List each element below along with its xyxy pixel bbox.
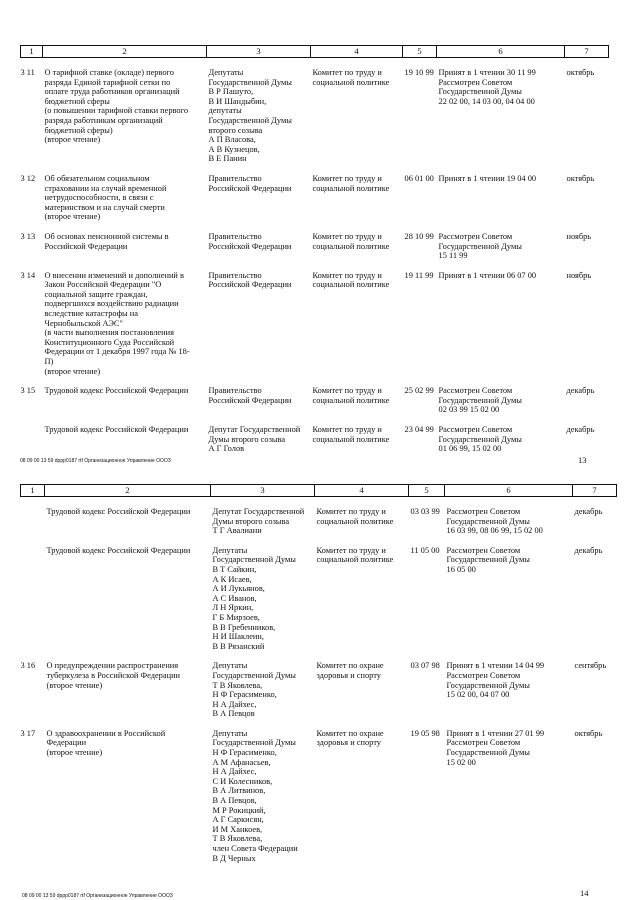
bill-status: Рассмотрен Советом Государственной Думы 16 03 99, 08 06 99, 15 02 00 [446,507,543,536]
responsible-committee: Комитет по труду и социальной политике [312,425,390,444]
bill-status: Рассмотрен Советом Государственной Думы 01 06 99, 15 02 00 [438,425,522,454]
submission-date: 03 03 99 [410,507,440,516]
bill-author: Депутат Государственной Думы второго созыва А Г Голов [208,425,301,454]
column-header: 5 [403,46,437,58]
bill-status: Принят в 1 чтении 14 04 99 Рассмотрен Советом Государственной Думы 15 02 00, 04 07 00 [446,661,545,700]
responsible-committee: Комитет по труду и социальной политике [312,386,390,405]
bill-title: О внесении изменений и дополнений в Закон Российской Федерации "О социальной защите граждан, подвергшихся воздействию радиации вследствие катастрофы на Чернобыльской АЭС" (в части выполнения постановления Конституционного Суда Российской Федерации от 1 декабря 1997 года № 18- П) (второе чтение) [44,270,190,376]
planned-month: декабрь [574,507,603,516]
bill-author: Депутаты Государственной Думы В Р Пашуто, В И Шандыбин, депутаты Государственной Думы второго созыва А П Власова, А В Кузнецов, В Е Панин [208,68,292,164]
bill-author: Правительство Российской Федерации [208,231,292,251]
planned-month: декабрь [566,425,595,434]
planned-month: октябрь [574,728,603,738]
table-header-row [21,485,617,497]
column-header: 1 [21,46,43,58]
submission-date: 23 04 99 [404,425,434,434]
page-number: 14 [580,888,589,898]
responsible-committee: Комитет по труду и социальной политике [316,545,394,565]
row-number [21,546,45,652]
table-row [21,271,609,377]
responsible-committee: Комитет по труду и социальной политике [312,270,390,290]
bill-status: Принят в 1 чтении 19 04 00 [438,173,537,183]
bill-title: О тарифной ставке (окладе) первого разряда Единой тарифной сетки по оплате труда работников организаций бюджетной сферы (о повышении тарифной ставки первого разряда работникам организаций бюджетной сферы) (второе чтение) [44,68,189,145]
table-row [21,661,617,719]
column-header: 7 [565,46,609,58]
planned-month: ноябрь [566,231,592,241]
row-number: 3 16 [20,661,36,671]
column-header: 4 [315,485,409,497]
submission-date: 19 11 99 [404,270,434,280]
table-row [21,546,617,652]
column-header: 3 [207,46,311,58]
column-header: 3 [211,485,315,497]
bill-author: Депутаты Государственной Думы В Т Сайкин, А К Исаев, А И Лукьянов, А С Иванов, Л Н Яркин, Г Б Мирзоев, В В Гребенников, Н И Шаклеин, В В Рязанский [212,545,296,651]
submission-date: 19 10 99 [404,68,434,77]
bill-title: Об основах пенсионной системы в Российской Федерации [44,231,169,251]
bill-title: Трудовой кодекс Российской Федерации [46,545,191,555]
bill-author: Депутаты Государственной Думы Н Ф Герасименко, А М Афанасьев, Н А Дайхес, С И Колесников, В А Литвинов, В А Певцов, М Р Рокицкий, А Г Саркисян, И М Ханкоев, Т В Яковлева, член Совета Федерации В Д Черных [212,728,298,863]
submission-date: 11 05 00 [410,545,440,555]
table-row [21,174,609,222]
bill-status: Принят в 1 чтении 06 07 00 [438,270,537,280]
bill-title: О предупреждении распространения туберкулеза в Российской Федерации (второе чтение) [46,661,181,690]
row-number: 3 12 [20,173,36,183]
planned-month: декабрь [574,545,603,555]
planned-month: ноябрь [566,270,592,280]
bill-status: Рассмотрен Советом Государственной Думы 15 11 99 [438,231,522,261]
table-row [21,232,609,261]
page-footer: 08 09 00 13 59 dppp0187 rtf Организационное Управление ОООЗ [20,458,171,464]
submission-date: 06 01 00 [404,173,434,183]
column-header: 1 [21,485,45,497]
submission-date: 19 05 98 [410,728,440,738]
table-row [21,68,609,164]
bill-status: Принят в 1 чтении 27 01 99 Рассмотрен Советом Государственной Думы 15 02 00 [446,728,545,767]
bill-status: Рассмотрен Советом Государственной Думы 16 05 00 [446,545,530,574]
table-row [21,507,617,536]
bill-author: Депутаты Государственной Думы Т В Яковлева, Н Ф Герасименко, Н А Дайхес, В А Певцов [212,661,296,719]
page-number: 13 [578,455,587,465]
table-row [21,386,609,415]
responsible-committee: Комитет по труду и социальной политике [312,173,390,193]
row-number: 3 15 [20,386,36,396]
bill-status: Принят в 1 чтении 30 11 99 Рассмотрен Советом Государственной Думы 22 02 00, 14 03 00, 04 04 00 [438,68,536,106]
row-number: 3 11 [20,68,35,77]
responsible-committee: Комитет по труду и социальной политике [312,231,390,251]
responsible-committee: Комитет по труду и социальной политике [316,507,394,526]
table-header-row [21,46,609,58]
row-number: 3 13 [20,231,36,241]
planned-month: сентябрь [574,661,607,671]
responsible-committee: Комитет по охране здоровья и спорту [316,661,384,680]
page-footer: 08 09 00 13 59 dppp0187 rtf Организационное Управление ОООЗ [22,893,173,899]
planned-month: декабрь [566,386,595,396]
responsible-committee: Комитет по труду и социальной политике [312,68,390,87]
column-header: 4 [311,46,403,58]
responsible-committee: Комитет по охране здоровья и спорту [316,728,384,748]
column-header: 7 [573,485,617,497]
bills-table-page-2 [20,484,617,873]
row-number [21,425,43,454]
row-number: 3 17 [20,728,36,738]
column-header: 5 [409,485,445,497]
submission-date: 28 10 99 [404,231,434,241]
bill-title: Об обязательном социальном страховании на случай временной нетрудоспособности, в связи с материнством и на случай смерти (второе чтение) [44,173,167,222]
row-number [21,507,45,536]
bill-author: Правительство Российской Федерации [208,173,292,193]
bill-title: О здравоохранении в Российской Федерации (второе чтение) [46,728,166,758]
bill-author: Правительство Российской Федерации [208,270,292,290]
bill-author: Депутат Государственной Думы второго созыва Т Г Авалиани [212,507,305,536]
bill-title: Трудовой кодекс Российской Федерации [44,425,189,434]
row-number: 3 14 [20,270,36,280]
column-header: 6 [445,485,573,497]
planned-month: октябрь [566,173,595,183]
planned-month: октябрь [566,68,595,77]
table-row [21,729,617,863]
bill-title: Трудовой кодекс Российской Федерации [44,386,189,396]
submission-date: 25 02 99 [404,386,434,396]
bill-title: Трудовой кодекс Российской Федерации [46,507,191,516]
submission-date: 03 07 98 [410,661,440,671]
bill-status: Рассмотрен Советом Государственной Думы 02 03 99 15 02 00 [438,386,522,415]
column-header: 2 [45,485,211,497]
table-row [21,425,609,454]
column-header: 2 [43,46,207,58]
bills-table-page-1 [20,45,609,464]
column-header: 6 [437,46,565,58]
bill-author: Правительство Российской Федерации [208,386,292,405]
